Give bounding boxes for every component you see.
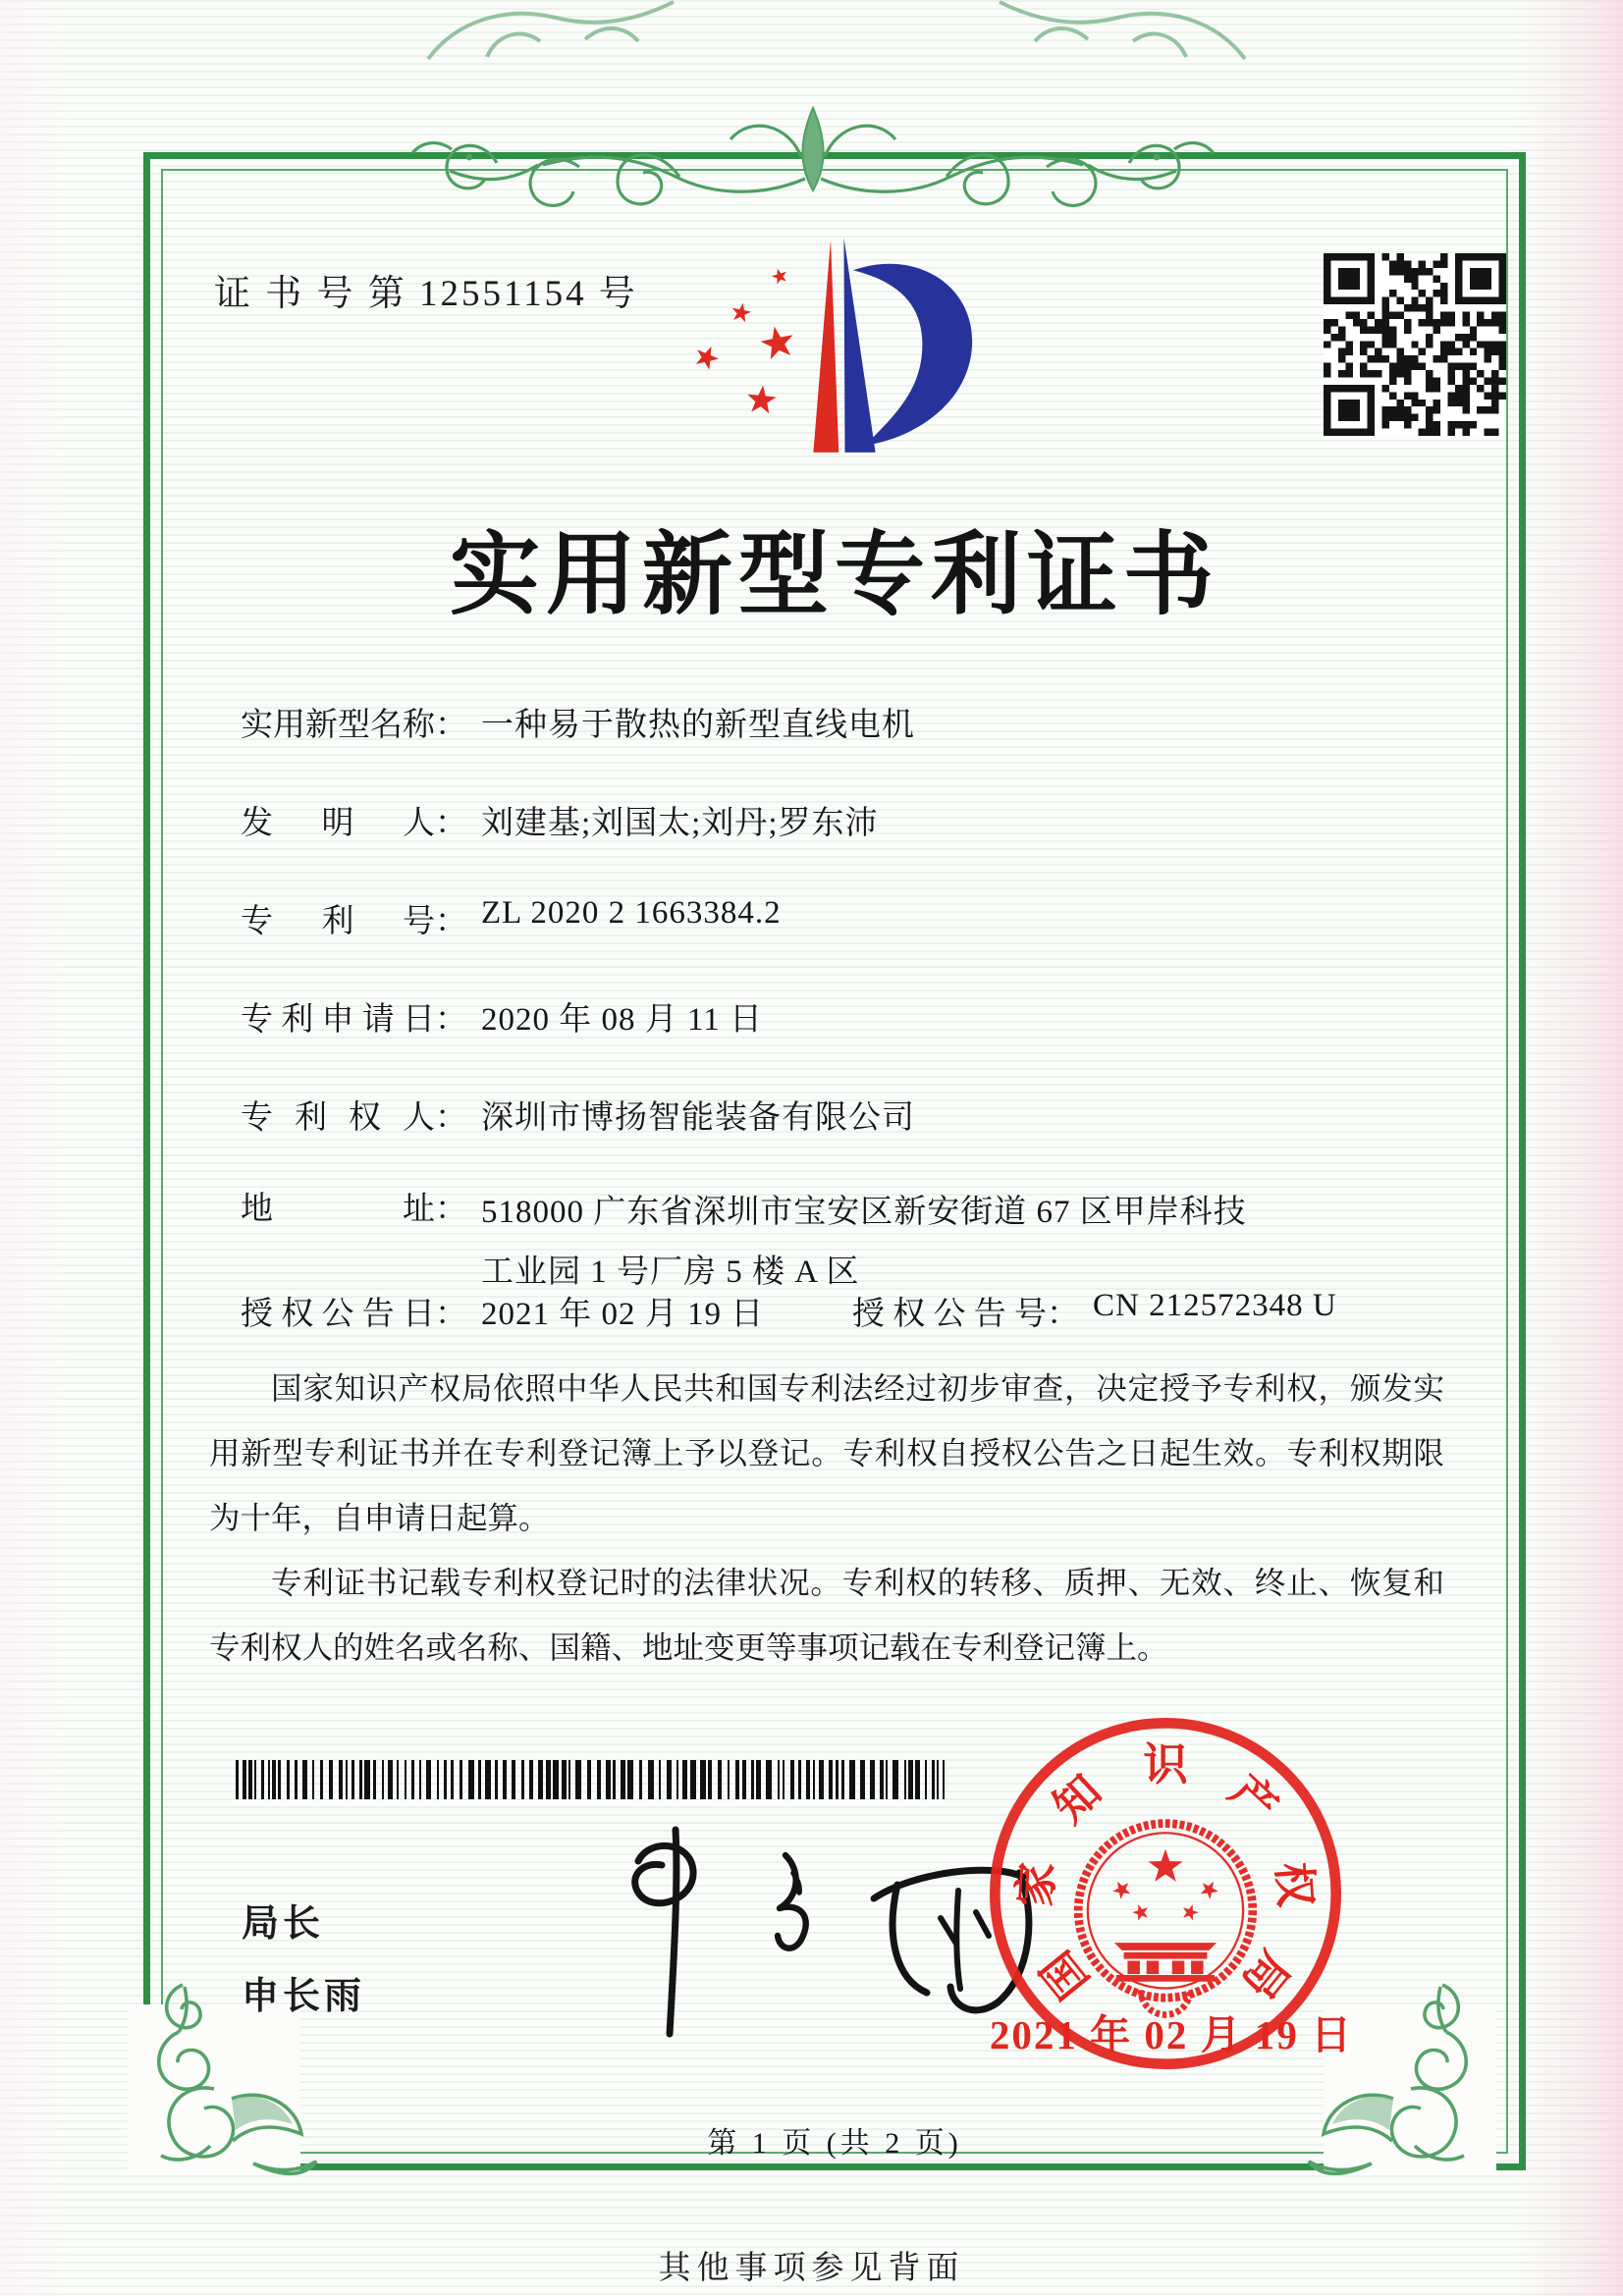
top-ornament-center-leaf [802,108,823,190]
back-side-note: 其他事项参见背面 [658,2251,965,2286]
certificate-number: 证 书 号 第 12551154 号 [214,274,638,314]
certificate-title: 实用新型专利证书 [449,525,1219,625]
seal-date: 2021 年 02 月 19 日 [989,2012,1354,2057]
field-row-name [241,699,915,745]
svg-text:国: 国 [1032,1942,1099,2007]
field-value: 2021 年 02 月 19 日 [481,1297,765,1332]
field-label: 专利申请日 [241,1002,435,1038]
logo-stars [696,269,793,414]
field-colon: ： [1047,1297,1079,1332]
field-value: 深圳市博扬智能装备有限公司 [481,1100,915,1136]
qr-code [1324,253,1506,436]
field-colon: ： [435,708,467,743]
field-label: 专利权人 [241,1100,435,1136]
svg-text:局: 局 [1232,1942,1299,2007]
field-row-address [241,1183,1276,1303]
svg-text:知: 知 [1044,1766,1111,1833]
body-paragraph-2: 专利证书记载专利权登记时的法律状况。专利权的转移、质押、无效、终止、恢复和专利权人的姓名或名称、国籍、地址变更等事项记载在专利登记簿上。 [209,1566,1444,1665]
grant-date-group [241,1288,764,1334]
field-value: 刘建基;刘国太;刘丹;罗东沛 [481,806,879,841]
logo-red-wedge [813,240,839,453]
svg-text:权: 权 [1268,1860,1321,1909]
field-label: 专利号 [241,904,435,939]
field-value: 一种易于散热的新型直线电机 [481,708,915,743]
field-colon: ： [435,1297,467,1332]
barcode [236,1760,952,1799]
page-number: 第 1 页 (共 2 页) [707,2127,962,2160]
svg-text:家: 家 [1010,1860,1063,1909]
field-colon: ： [435,806,467,841]
field-row-inventors [241,797,879,843]
field-value: CN 212572348 U [1093,1288,1337,1323]
field-label: 发明人 [241,806,435,841]
svg-text:产: 产 [1219,1766,1287,1833]
legal-body-text [209,1357,1444,1681]
field-label: 授权公告日 [241,1297,435,1332]
director-title: 局长 [242,1903,325,1945]
field-colon: ： [435,1192,467,1227]
logo-blue-p-bowl [853,264,972,446]
field-label: 地址 [241,1192,435,1227]
field-label: 实用新型名称 [241,708,435,743]
field-value: 518000 广东省深圳市宝安区新安街道 67 区甲岸科技工业园 1 号厂房 5 楼 A 区 [481,1195,1247,1291]
field-colon: ： [435,904,467,939]
body-paragraph-1: 国家知识产权局依照中华人民共和国专利法经过初步审查，决定授予专利权，颁发实用新型专利证书并在专利登记簿上予以登记。专利权自授权公告之日起生效。专利权期限为十年，自申请日起算。 [209,1371,1444,1535]
top-edge-ornament-right [990,0,1255,61]
national-emblem [1078,1824,1253,2015]
field-row-patentee [241,1092,915,1138]
field-value: ZL 2020 2 1663384.2 [481,895,782,931]
field-row-patent-number [241,895,782,941]
field-row-filing-date [241,993,763,1040]
top-edge-ornament-left [418,0,683,61]
grant-number-group [852,1288,1337,1334]
field-label: 授权公告号 [852,1297,1047,1332]
field-value: 2020 年 08 月 11 日 [481,1002,764,1038]
field-colon: ： [435,1002,467,1038]
cnipa-logo [676,234,986,457]
field-colon: ： [435,1100,467,1136]
svg-text:识: 识 [1143,1739,1188,1789]
top-dragon-ornament [401,80,1225,208]
director-name: 申长雨 [242,1976,366,2017]
